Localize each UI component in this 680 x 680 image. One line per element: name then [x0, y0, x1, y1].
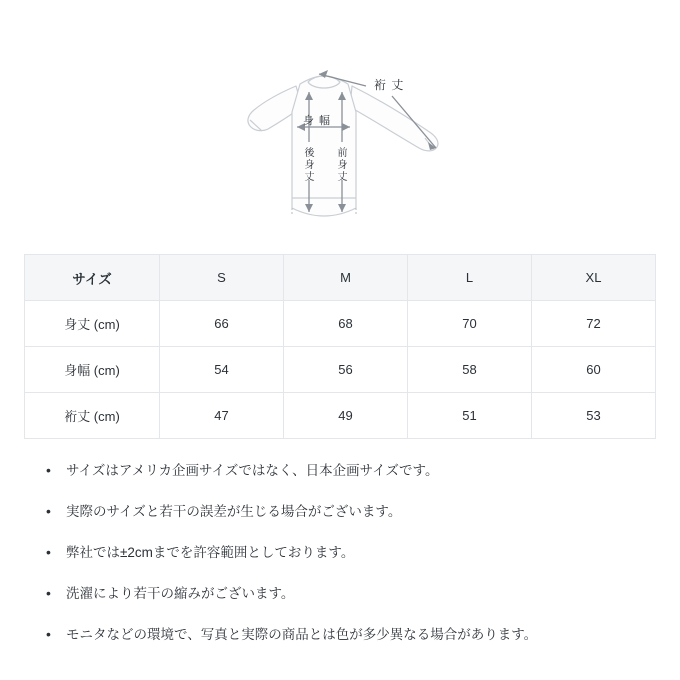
- row-label-mitake: 身丈 (cm): [25, 301, 160, 347]
- size-table: [24, 254, 656, 439]
- cell-mitake-xl: 72: [532, 301, 656, 347]
- cell-mihaba-l: 58: [408, 347, 532, 393]
- list-item: • 実際のサイズと若干の誤差が生じる場合がございます。: [0, 502, 680, 522]
- table-header-row: [25, 255, 656, 301]
- table-row: [25, 393, 656, 439]
- size-table-header: [25, 255, 656, 301]
- header-cell-m: M: [284, 255, 408, 301]
- cell-mitake-l: 70: [408, 301, 532, 347]
- label-yukitake: 裄 丈: [374, 78, 405, 92]
- cell-yukitake-m: 49: [284, 393, 408, 439]
- cell-mihaba-xl: 60: [532, 347, 656, 393]
- notes-list: [0, 461, 680, 645]
- cell-yukitake-xl: 53: [532, 393, 656, 439]
- list-item: • 弊社では±2cmまでを許容範囲としております。: [0, 543, 680, 563]
- table-row: [25, 347, 656, 393]
- header-cell-size: サイズ: [25, 255, 160, 301]
- cell-mihaba-s: 54: [160, 347, 284, 393]
- label-maemitake: 前身丈: [337, 148, 348, 183]
- sweatshirt-diagram-icon: [0, 0, 680, 250]
- size-table-wrapper: [24, 254, 656, 439]
- list-item: • サイズはアメリカ企画サイズではなく、日本企画サイズです。: [0, 461, 680, 481]
- list-item: • 洗濯により若干の縮みがございます。: [0, 584, 680, 604]
- row-label-mihaba: 身幅 (cm): [25, 347, 160, 393]
- garment-illustration: [0, 0, 680, 250]
- table-row: [25, 301, 656, 347]
- cell-mihaba-m: 56: [284, 347, 408, 393]
- size-table-body: [25, 301, 656, 439]
- row-label-yukitake: 裄丈 (cm): [25, 393, 160, 439]
- header-cell-xl: XL: [532, 255, 656, 301]
- label-mihaba: 身 幅: [303, 115, 332, 127]
- cell-yukitake-l: 51: [408, 393, 532, 439]
- cell-mitake-m: 68: [284, 301, 408, 347]
- header-cell-s: S: [160, 255, 284, 301]
- cell-yukitake-s: 47: [160, 393, 284, 439]
- label-ushiromitake: 後身丈: [304, 148, 315, 183]
- header-cell-l: L: [408, 255, 532, 301]
- list-item: • モニタなどの環境で、写真と実際の商品とは色が多少異なる場合があります。: [0, 625, 680, 645]
- cell-mitake-s: 66: [160, 301, 284, 347]
